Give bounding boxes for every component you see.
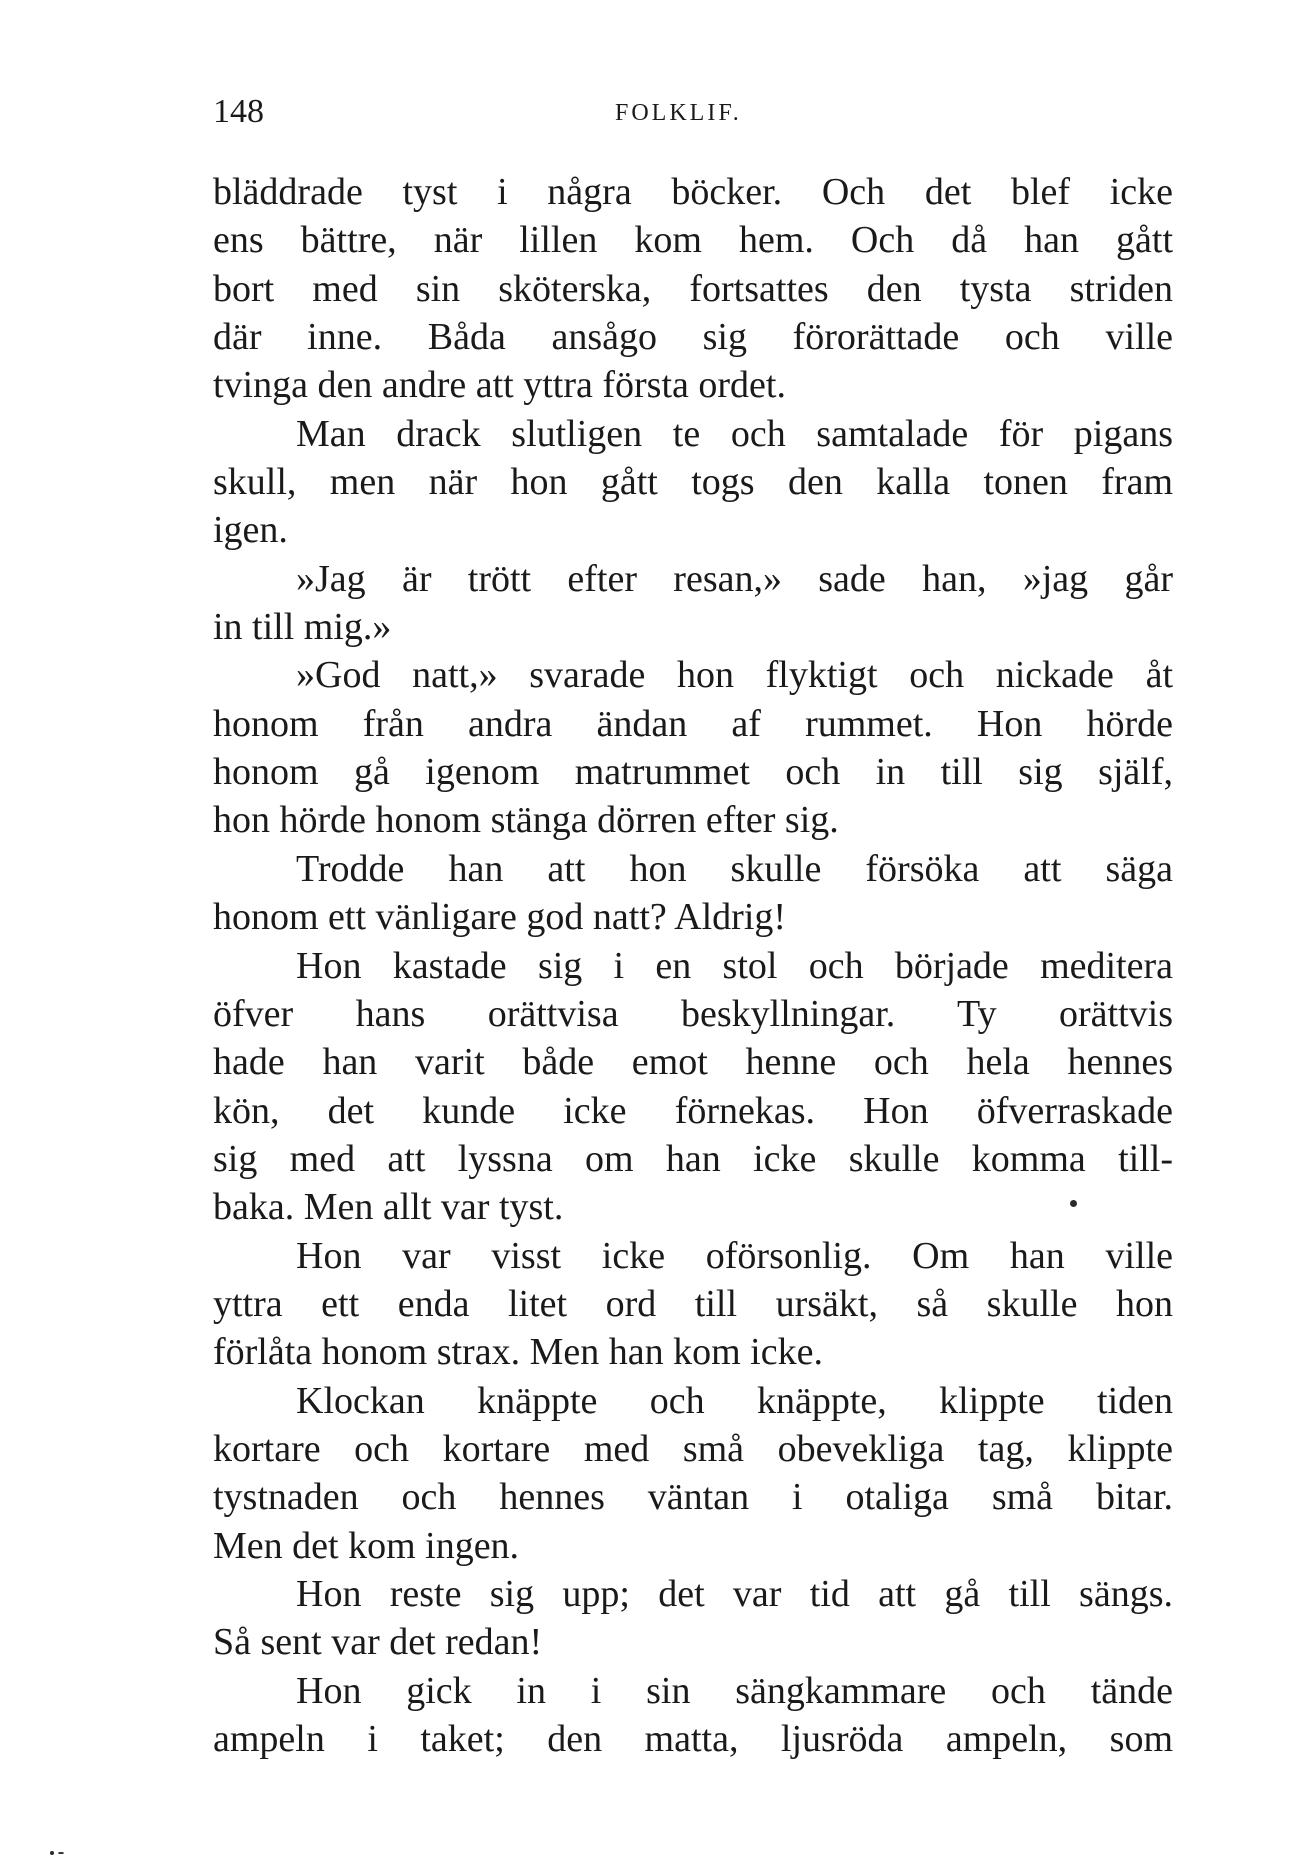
text-line: honom gå igenom matrummet och in till sig själf,: [213, 751, 1173, 794]
text-line: hade han varit både emot henne och hela hennes: [213, 1041, 1173, 1084]
paragraph: [213, 1377, 1173, 1570]
text-line: bort med sin sköterska, fortsattes den tysta striden: [213, 267, 1173, 310]
text-line: ens bättre, när lillen kom hem. Och då han gått: [213, 219, 1173, 262]
text-line: ampeln i taket; den matta, ljusröda ampeln, som: [213, 1718, 1173, 1760]
paragraph: [213, 168, 1173, 410]
page-header: [213, 92, 1173, 142]
paragraph: [213, 651, 1173, 844]
text-line: skull, men när hon gått togs den kalla tonen fram: [213, 461, 1173, 504]
text-line: igen.: [213, 509, 288, 552]
text-line: Hon reste sig upp; det var tid att gå till sängs.: [296, 1572, 1173, 1615]
paragraph: [213, 845, 1173, 942]
page-number: 148: [213, 93, 264, 130]
ink-speck: [1070, 1200, 1077, 1207]
text-line: sig med att lyssna om han icke skulle komma till-: [213, 1137, 1173, 1180]
text-line: hon hörde honom stänga dörren efter sig.: [213, 799, 839, 842]
text-line: baka. Men allt var tyst.: [213, 1186, 564, 1229]
paragraph: [213, 1232, 1173, 1377]
text-line: kön, det kunde icke förnekas. Hon öfverraskade: [213, 1089, 1173, 1132]
text-line: yttra ett enda litet ord till ursäkt, så skulle hon: [213, 1282, 1173, 1325]
ink-speck: [58, 1852, 64, 1854]
paragraph: [213, 555, 1173, 652]
text-line: honom ett vänligare god natt? Aldrig!: [213, 896, 787, 939]
text-line: Så sent var det redan!: [213, 1621, 543, 1664]
text-line: honom från andra ändan af rummet. Hon hörde: [213, 702, 1173, 745]
body-text: [213, 168, 1173, 1763]
text-line: in till mig.»: [213, 606, 392, 649]
paragraph: [213, 1667, 1173, 1764]
paragraph: [213, 410, 1173, 555]
text-line: Hon kastade sig i en stol och började meditera: [296, 944, 1173, 987]
text-line: öfver hans orättvisa beskyllningar. Ty orättvis: [213, 992, 1173, 1035]
text-line: bläddrade tyst i några böcker. Och det blef icke: [213, 171, 1173, 213]
text-line: tystnaden och hennes väntan i otaliga små bitar.: [213, 1476, 1173, 1519]
text-line: Trodde han att hon skulle försöka att säga: [296, 847, 1173, 890]
text-line: kortare och kortare med små obevekliga tag, klippte: [213, 1427, 1173, 1470]
running-title: FOLKLIF.: [615, 100, 742, 126]
paragraph: [213, 1570, 1173, 1667]
text-line: Hon var visst icke oförsonlig. Om han ville: [296, 1234, 1173, 1277]
paragraph: [213, 942, 1173, 1232]
text-line: »Jag är trött efter resan,» sade han, »jag går: [296, 557, 1173, 600]
text-line: Klockan knäppte och knäppte, klippte tiden: [296, 1379, 1173, 1422]
text-line: förlåta honom strax. Men han kom icke.: [213, 1331, 823, 1374]
text-line: tvinga den andre att yttra första ordet.: [213, 364, 786, 407]
text-line: Hon gick in i sin sängkammare och tände: [296, 1669, 1173, 1712]
text-line: »God natt,» svarade hon flyktigt och nickade åt: [296, 654, 1173, 697]
text-line: Men det kom ingen.: [213, 1524, 520, 1567]
text-line: där inne. Båda ansågo sig förorättade och ville: [213, 316, 1173, 359]
ink-speck: [50, 1851, 54, 1855]
text-line: Man drack slutligen te och samtalade för pigans: [296, 412, 1173, 455]
